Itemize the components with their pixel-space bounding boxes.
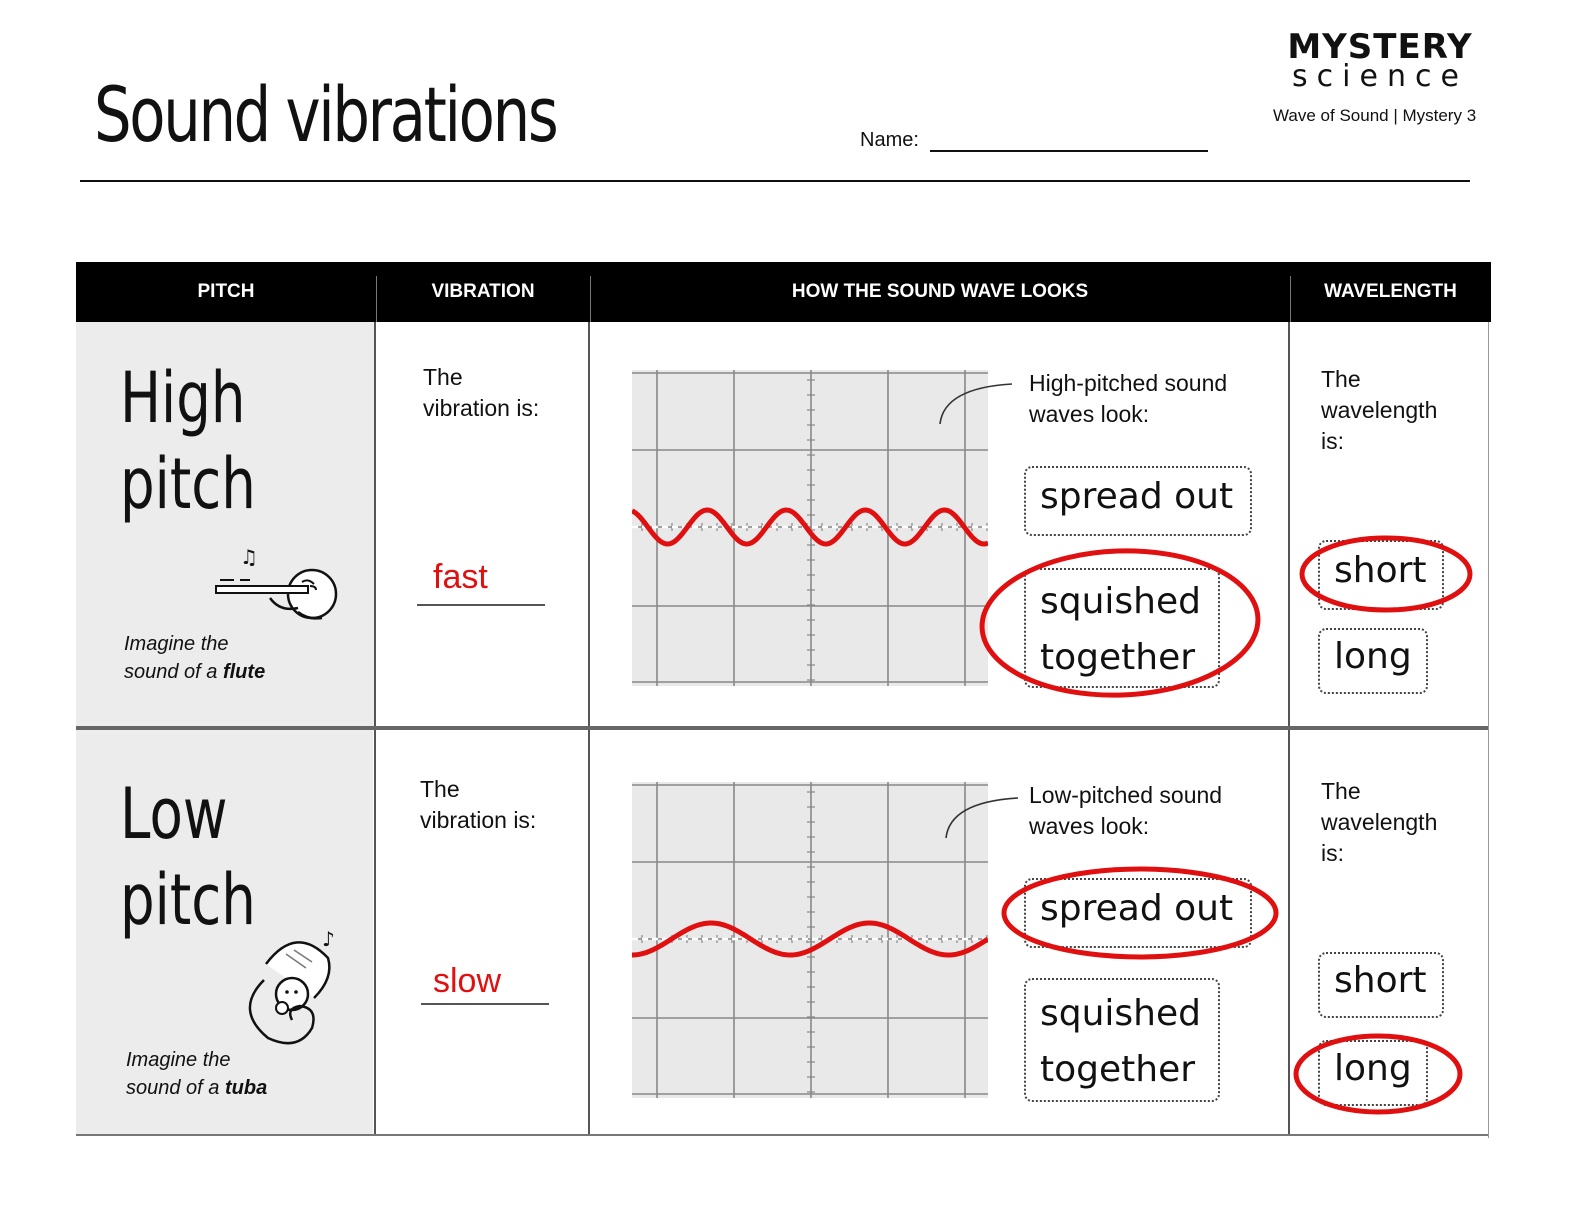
imagine-prefix: sound of a (124, 661, 223, 683)
wavelength-prompt-line2: wavelength (1321, 809, 1438, 835)
option-squished-together-low[interactable] (1024, 978, 1220, 1102)
option-short-low[interactable]: short (1318, 952, 1444, 1018)
table-header (76, 262, 1491, 322)
wavelength-prompt-line3: is: (1321, 840, 1344, 866)
selection-circle (1292, 1032, 1470, 1118)
wavelength-prompt-line3: is: (1321, 428, 1344, 454)
selection-circle (978, 546, 1270, 702)
imagine-prefix: sound of a (126, 1077, 225, 1099)
name-label: Name: (860, 129, 919, 151)
pitch-title-high-line2: pitch (120, 443, 256, 525)
wavelength-prompt-low (1321, 776, 1437, 869)
option-spread-out-low[interactable]: spread out (1024, 878, 1252, 948)
header-pitch: PITCH (197, 281, 255, 302)
music-note-icon: ♪ (322, 927, 335, 951)
pointer-curve-icon (942, 792, 1022, 842)
brand-logo-top: MYSTERY (1287, 27, 1473, 67)
wave-prompt-line2: waves look: (1029, 401, 1150, 427)
answer-line (421, 1003, 549, 1005)
vibration-answer-high[interactable]: fast (433, 558, 488, 596)
pitch-title-high-line1: High (120, 357, 246, 439)
wave-prompt-line1: High-pitched sound (1029, 370, 1228, 396)
header-divider (376, 276, 377, 322)
wave-prompt-high (1029, 368, 1227, 430)
title-divider (80, 180, 1470, 182)
brand-subtitle: Wave of Sound | Mystery 3 (1273, 106, 1477, 125)
vibration-prompt-high (423, 362, 539, 424)
pitch-title-low-line1: Low (120, 773, 228, 855)
oscilloscope-grid-high (632, 370, 988, 686)
wavelength-prompt-line1: The (1321, 778, 1361, 804)
vibration-prompt-line1: The (420, 776, 460, 802)
page-title: Sound vibrations (94, 70, 557, 159)
name-field[interactable] (930, 150, 1208, 152)
wavelength-prompt-line2: wavelength (1321, 397, 1438, 423)
header-vibration: VIBRATION (431, 281, 535, 302)
wave-prompt-low (1029, 780, 1222, 842)
flute-player-icon (210, 542, 340, 632)
vibration-answer-low[interactable]: slow (433, 962, 502, 1000)
answer-line (417, 604, 545, 606)
option-long-high[interactable]: long (1318, 628, 1428, 694)
wavelength-prompt-high (1321, 364, 1437, 457)
option-squished-line1: squished (1040, 993, 1201, 1034)
selection-circle (1298, 532, 1478, 616)
brand-logo (1274, 27, 1486, 94)
imagine-line2 (124, 658, 265, 686)
vibration-prompt-low (420, 774, 536, 836)
option-long-low[interactable]: long (1318, 1040, 1428, 1106)
imagine-line1: Imagine the (126, 1049, 231, 1071)
tuba-player-icon (236, 924, 346, 1048)
instrument-name: flute (222, 661, 266, 683)
imagine-text-low (126, 1046, 267, 1102)
option-spread-out-high[interactable]: spread out (1024, 466, 1252, 536)
row-divider (76, 726, 1488, 730)
music-note-icon: ♫ (240, 545, 258, 569)
instrument-name: tuba (224, 1077, 268, 1099)
header-wave: HOW THE SOUND WAVE LOOKS (791, 281, 1089, 302)
vibration-prompt-line1: The (423, 364, 463, 390)
option-squished-line1: squished (1040, 581, 1201, 622)
imagine-text-high (124, 630, 265, 686)
wavelength-prompt-line1: The (1321, 366, 1361, 392)
oscilloscope-grid-low (632, 782, 988, 1098)
table-bottom-border (76, 1134, 1488, 1136)
vibration-prompt-line2: vibration is: (420, 807, 537, 833)
header-divider (1290, 276, 1291, 322)
imagine-line1: Imagine the (124, 633, 229, 655)
header-divider (590, 276, 591, 322)
brand-logo-bottom: science (1292, 59, 1468, 94)
table-right-border (1488, 322, 1489, 1138)
option-squished-line2: together (1040, 637, 1196, 678)
option-squished-line2: together (1040, 1049, 1196, 1090)
pointer-curve-icon (936, 378, 1016, 428)
wave-prompt-line2: waves look: (1029, 813, 1150, 839)
selection-circle (1000, 864, 1282, 964)
vibration-prompt-line2: vibration is: (423, 395, 540, 421)
wave-prompt-line1: Low-pitched sound (1029, 782, 1223, 808)
header-wavelength: WAVELENGTH (1324, 281, 1457, 302)
imagine-line2 (126, 1074, 267, 1102)
option-short-high[interactable]: short (1318, 540, 1444, 610)
pitch-title-low-line2: pitch (120, 859, 256, 941)
